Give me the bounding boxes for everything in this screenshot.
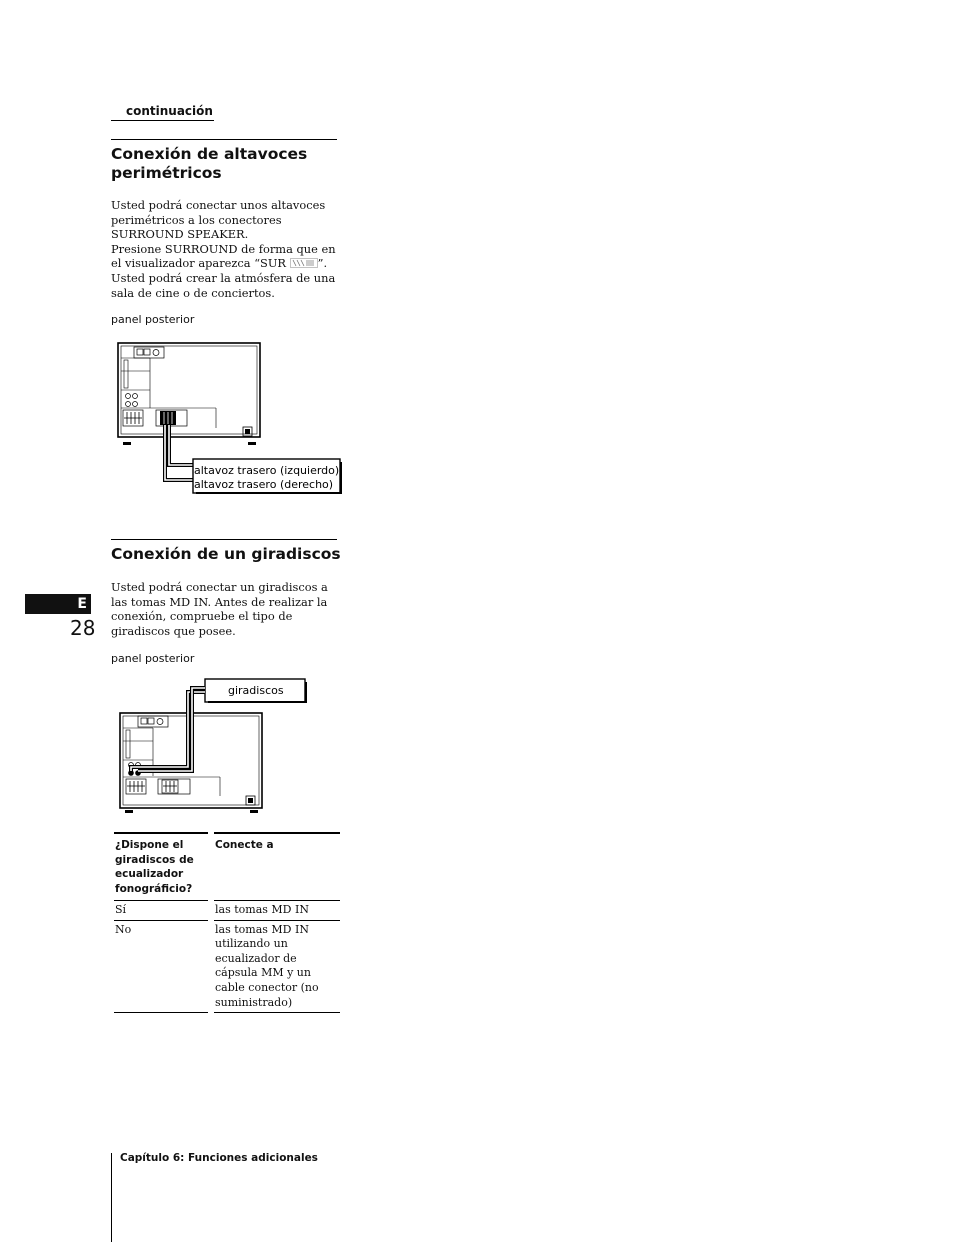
table-header-row: [114, 832, 340, 901]
page-number: 28: [70, 616, 96, 640]
section1-title: Conexión de altavoces perimétricos: [111, 145, 308, 182]
table-cell-answer: No: [114, 921, 208, 1014]
turntable-connection-table: [114, 832, 340, 1013]
section1-rule: [111, 139, 337, 140]
footer-rule: [111, 1153, 112, 1242]
section1-body: [111, 198, 343, 300]
table-header-equalizer: ¿Dispone el giradiscos de ecualizador fonográficio?: [114, 832, 208, 901]
table-cell-answer: Sí: [114, 901, 208, 921]
rear-panel-diagram-surround: [110, 338, 350, 498]
section1-paragraph-2: Presione SURROUND de forma que en el visualizador aparezca “SUR ”.: [111, 241, 336, 271]
chapter-footer: Capítulo 6: Funciones adicionales: [120, 1152, 318, 1164]
table-cell-connection: las tomas MD IN utilizando un ecualizador de cápsula MM y un cable conector (no suministrado): [214, 921, 340, 1014]
section2-rule: [111, 539, 337, 540]
section2-figure-label: panel posterior: [111, 652, 195, 665]
language-tab: E: [25, 594, 91, 614]
table-header-connect-to: Conecte a: [214, 832, 340, 901]
section2-body: [111, 580, 343, 638]
turntable-label: giradiscos: [228, 684, 284, 697]
section1-paragraph-1: Usted podrá conectar unos altavoces perimétricos a los conectores SURROUND SPEAKER.: [111, 198, 326, 242]
surround-display-icon: [290, 258, 318, 268]
rear-left-speaker-label: altavoz trasero (izquierdo): [194, 464, 340, 477]
rear-panel-diagram-turntable: [110, 676, 320, 816]
section2-title: Conexión de un giradiscos: [111, 545, 341, 563]
rear-right-speaker-label: altavoz trasero (derecho): [194, 478, 334, 491]
continuation-label: continuación: [126, 104, 213, 118]
section1-paragraph-3: Usted podrá crear la atmósfera de una sala de cine o de conciertos.: [111, 270, 336, 300]
section1-figure-label: panel posterior: [111, 313, 195, 326]
section2-paragraph: Usted podrá conectar un giradiscos a las tomas MD IN. Antes de realizar la conexión, compruebe el tipo de giradiscos que posee.: [111, 580, 328, 638]
continuation-rule: [111, 120, 214, 121]
table-row: [114, 921, 340, 1014]
table-row: [114, 901, 340, 921]
table-cell-connection: las tomas MD IN: [214, 901, 340, 921]
